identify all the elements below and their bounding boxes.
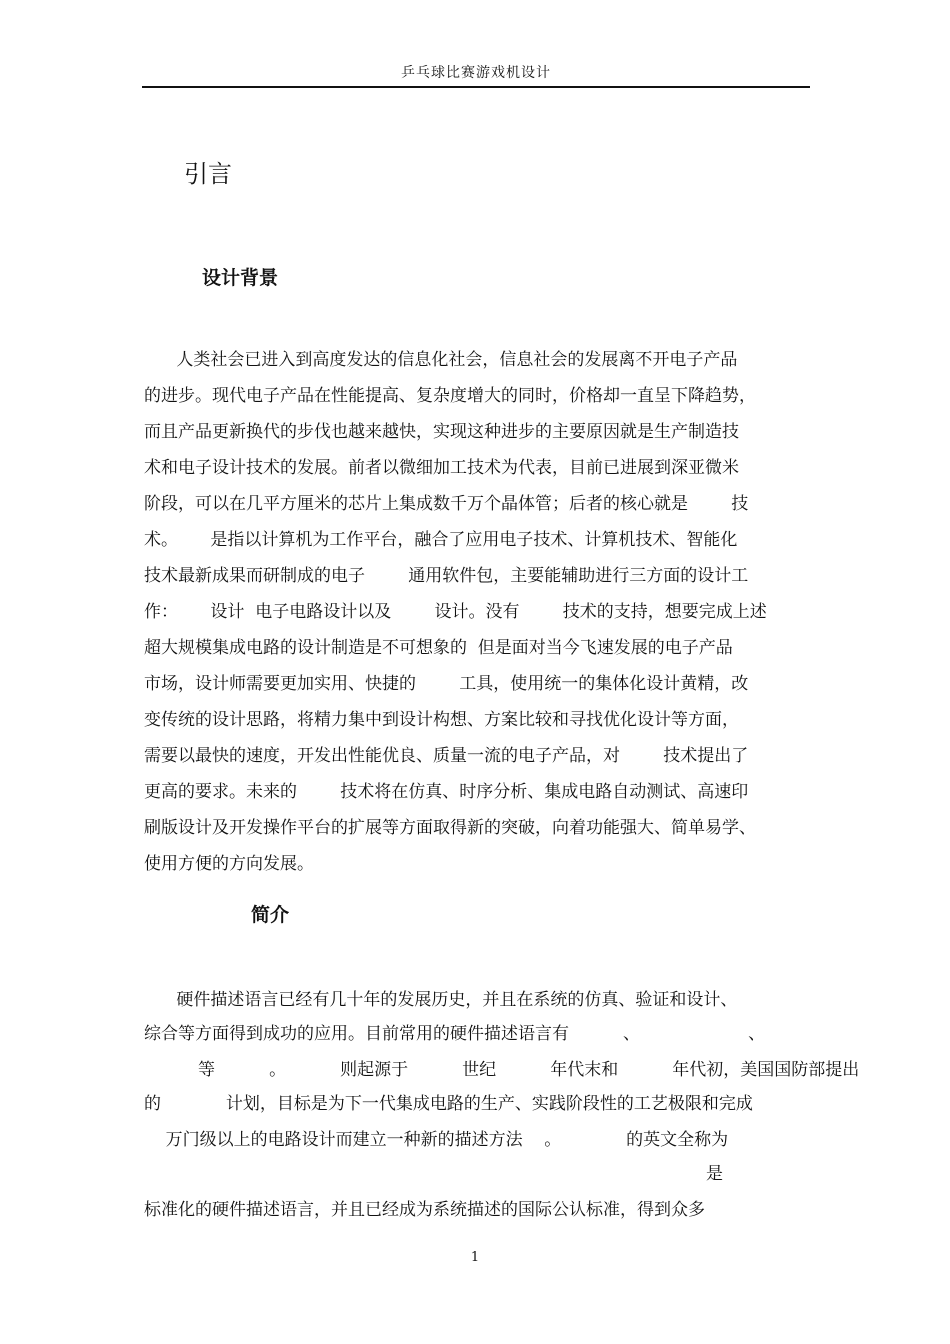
paragraph-line: 的进步。现代电子产品在性能提高、复杂度增大的同时，价格却一直呈下降趋势，: [144, 386, 756, 406]
paragraph-line: 万门级以上的电路设计而建立一种新的描述方法 。 的英文全称为: [144, 1130, 729, 1150]
section-heading-background: 设计背景: [202, 267, 279, 289]
paragraph-line: 更高的要求。未来的 技术将在仿真、时序分析、集成电路自动测试、高速印: [144, 782, 749, 802]
paragraph-line: 使用方便的方向发展。: [144, 854, 314, 874]
paragraph-line: 标准化的硬件描述语言，并且已经成为系统描述的国际公认标准，得到众多: [144, 1200, 705, 1220]
header-title: 乒乓球比赛游戏机设计: [401, 65, 551, 81]
page-title: 引言: [184, 160, 232, 188]
paragraph-line: 刷版设计及开发操作平台的扩展等方面取得新的突破，向着功能强大、简单易学、: [144, 818, 756, 838]
paragraph-line: 变传统的设计思路，将精力集中到设计构想、方案比较和寻找优化设计等方面，: [144, 710, 739, 730]
paragraph-line: 的 计划，目标是为下一代集成电路的生产、实践阶段性的工艺极限和完成: [144, 1094, 753, 1114]
paragraph-line: 而且产品更新换代的步伐也越来越快，实现这种进步的主要原因就是生产制造技: [144, 422, 739, 442]
paragraph-line: 等 。 则起源于 世纪 年代末和 年代初，美国国防部提出: [144, 1060, 860, 1080]
paragraph-line: 是: [144, 1164, 723, 1184]
paragraph-line: 作： 设计 电子电路设计以及 设计。没有 技术的支持，想要完成上述: [144, 602, 767, 622]
paragraph-line: 超大规模集成电路的设计制造是不可想象的 但是面对当今飞速发展的电子产品: [144, 638, 733, 658]
paragraph-line: 术。 是指以计算机为工作平台，融合了应用电子技术、计算机技术、智能化: [144, 530, 738, 550]
paragraph-line: 市场，设计师需要更加实用、快捷的 工具，使用统一的集体化设计黄精，改: [144, 674, 749, 694]
paragraph-line: 人类社会已进入到高度发达的信息化社会，信息社会的发展离不开电子产品: [144, 350, 738, 370]
paragraph-line: 阶段，可以在几平方厘米的芯片上集成数千万个晶体管；后者的核心就是 技: [144, 494, 749, 514]
paragraph-line: 需要以最快的速度，开发出性能优良、质量一流的电子产品，对 技术提出了: [144, 746, 749, 766]
paragraph-line: 硬件描述语言已经有几十年的发展历史，并且在系统的仿真、验证和设计、: [144, 990, 738, 1010]
section-heading-intro: 简介: [251, 904, 290, 926]
paragraph-line: 技术最新成果而研制成的电子 通用软件包，主要能辅助进行三方面的设计工: [144, 566, 749, 586]
paragraph-line: 术和电子设计技术的发展。前者以微细加工技术为代表，目前已进展到深亚微米: [144, 458, 739, 478]
page-number: 1: [470, 1250, 480, 1265]
paragraph-line: 综合等方面得到成功的应用。目前常用的硬件描述语言有 、 、: [144, 1024, 766, 1044]
header-rule: [142, 86, 810, 88]
